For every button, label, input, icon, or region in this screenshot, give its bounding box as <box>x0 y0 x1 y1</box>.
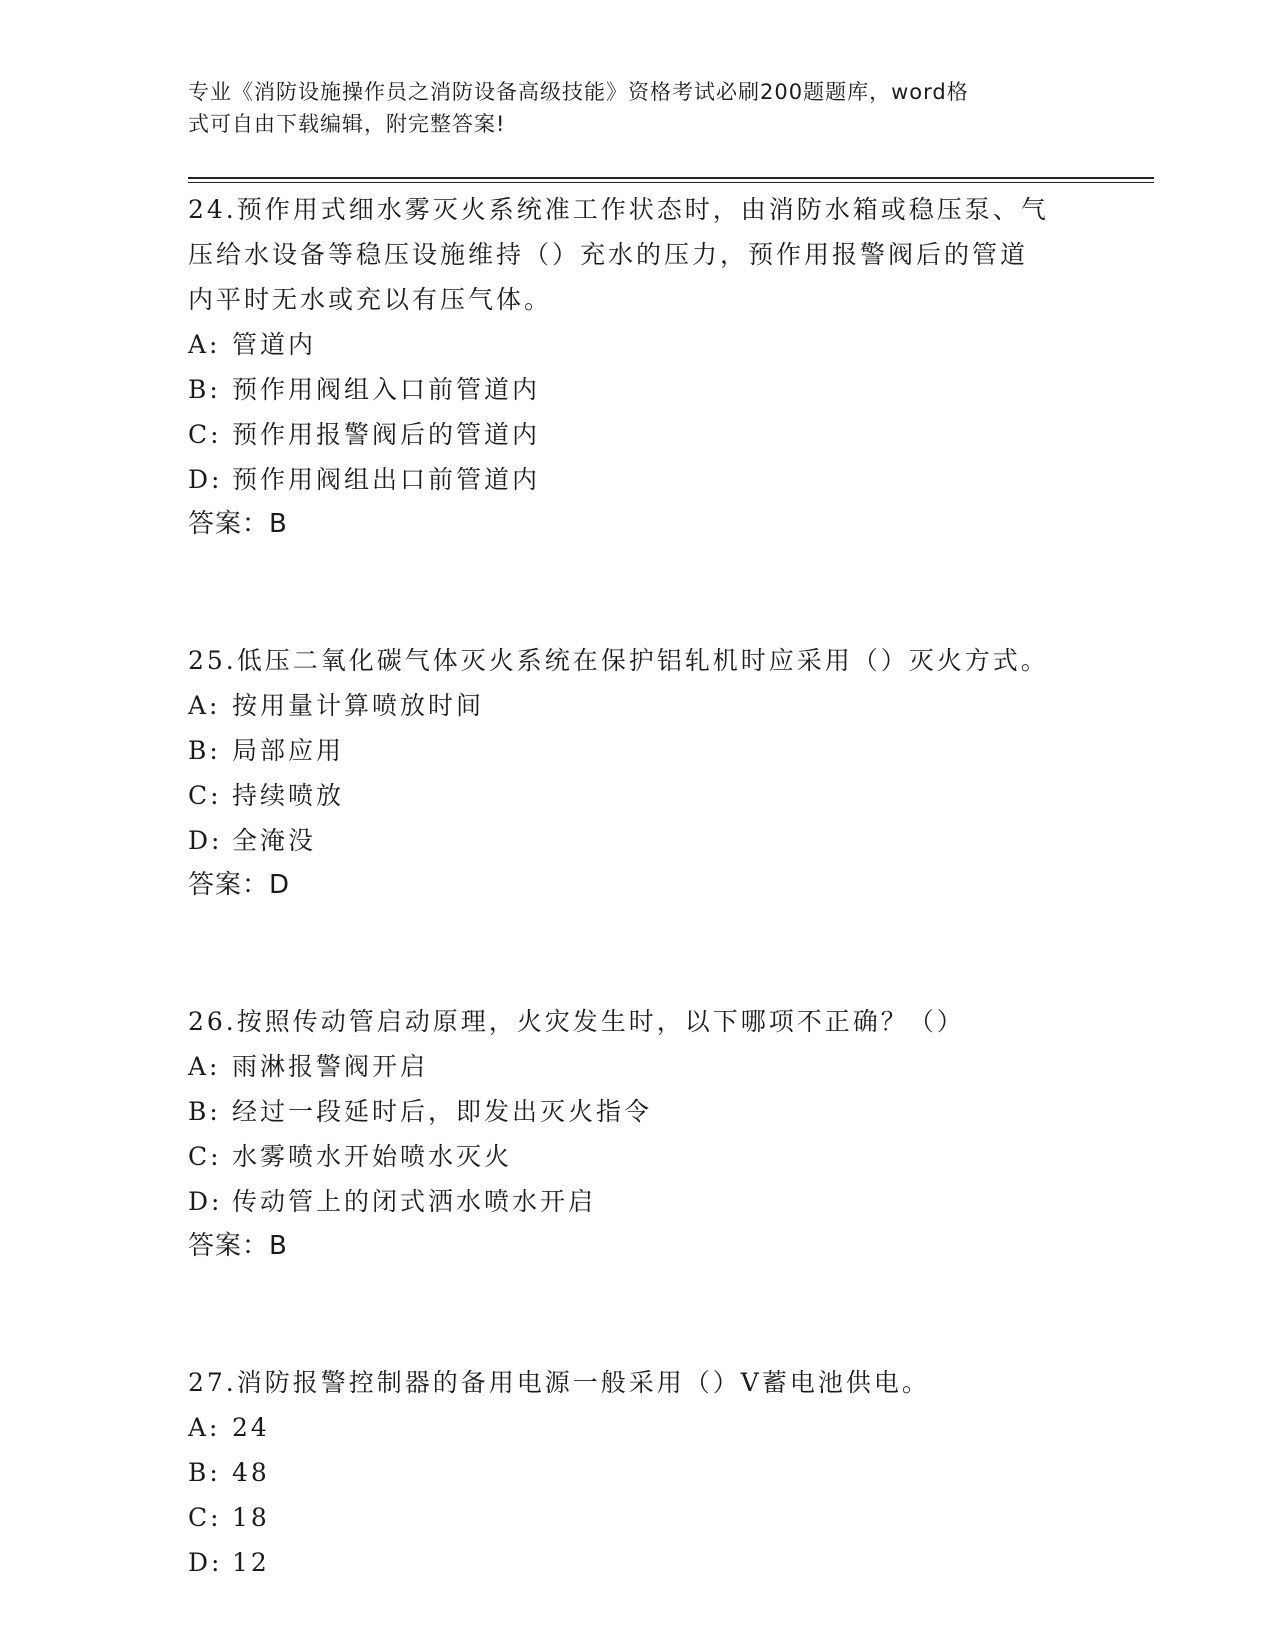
question-25 <box>188 638 1088 908</box>
header-line-2: 式可自由下载编辑，附完整答案! <box>188 112 506 136</box>
option-text: 12 <box>232 1548 270 1577</box>
option-text: 按用量计算喷放时间 <box>232 691 485 720</box>
option-text: 持续喷放 <box>232 781 345 810</box>
option-a <box>188 322 1088 367</box>
option-text: 全淹没 <box>232 826 317 855</box>
option-d <box>188 818 1088 863</box>
option-b <box>188 367 1088 412</box>
option-b <box>188 1089 1088 1134</box>
option-letter: A: <box>188 1052 221 1081</box>
option-letter: D: <box>188 826 223 855</box>
header-rule-thin <box>188 182 1154 183</box>
option-c <box>188 1495 1088 1540</box>
question-stem-line: 25.低压二氧化碳气体灭火系统在保护铝轧机时应采用（）灭火方式。 <box>188 646 1049 675</box>
question-list <box>188 187 1088 1585</box>
question-spacer <box>188 547 1088 638</box>
question-24 <box>188 187 1088 547</box>
option-letter: C: <box>188 781 222 810</box>
header-rule-thick <box>188 177 1154 179</box>
option-letter: B: <box>188 736 221 765</box>
option-letter: D: <box>188 1187 223 1216</box>
question-stem-line: 26.按照传动管启动原理，火灾发生时，以下哪项不正确？（） <box>188 1007 965 1036</box>
option-letter: C: <box>188 1503 222 1532</box>
question-spacer <box>188 1269 1088 1360</box>
option-text: 经过一段延时后，即发出灭火指令 <box>232 1097 653 1126</box>
option-letter: D: <box>188 1548 223 1577</box>
answer-line: 答案：D <box>188 870 291 900</box>
option-d <box>188 1540 1088 1585</box>
option-b <box>188 1450 1088 1495</box>
answer-line: 答案：B <box>188 509 288 539</box>
option-text: 水雾喷水开始喷水灭火 <box>232 1142 513 1171</box>
option-text: 预作用阀组出口前管道内 <box>232 465 541 494</box>
option-text: 48 <box>232 1458 270 1487</box>
option-letter: B: <box>188 1458 221 1487</box>
question-spacer <box>188 908 1088 999</box>
option-a <box>188 1405 1088 1450</box>
option-text: 24 <box>232 1413 270 1442</box>
option-letter: D: <box>188 465 223 494</box>
question-26 <box>188 999 1088 1269</box>
option-a <box>188 1044 1088 1089</box>
option-a <box>188 683 1088 728</box>
question-stem-line: 27.消防报警控制器的备用电源一般采用（）V蓄电池供电。 <box>188 1368 930 1397</box>
option-letter: A: <box>188 691 221 720</box>
option-text: 管道内 <box>232 330 317 359</box>
question-stem-line: 压给水设备等稳压设施维持（）充水的压力，预作用报警阀后的管道 <box>188 240 1029 269</box>
header-line-1: 专业《消防设施操作员之消防设备高级技能》资格考试必刷200题题库，word格 <box>188 80 969 104</box>
option-d <box>188 1179 1088 1224</box>
option-d <box>188 457 1088 502</box>
option-letter: A: <box>188 1413 221 1442</box>
option-c <box>188 773 1088 818</box>
answer-line: 答案：B <box>188 1231 288 1261</box>
option-text: 传动管上的闭式洒水喷水开启 <box>232 1187 597 1216</box>
option-text: 预作用报警阀后的管道内 <box>232 420 541 449</box>
option-letter: C: <box>188 1142 222 1171</box>
option-letter: B: <box>188 375 221 404</box>
option-letter: A: <box>188 330 221 359</box>
option-text: 预作用阀组入口前管道内 <box>232 375 541 404</box>
option-letter: B: <box>188 1097 221 1126</box>
option-c <box>188 412 1088 457</box>
option-text: 雨淋报警阀开启 <box>232 1052 429 1081</box>
option-letter: C: <box>188 420 222 449</box>
option-b <box>188 728 1088 773</box>
option-c <box>188 1134 1088 1179</box>
document-header <box>188 76 1088 140</box>
question-stem-line: 内平时无水或充以有压气体。 <box>188 285 553 314</box>
option-text: 局部应用 <box>232 736 345 765</box>
option-text: 18 <box>232 1503 270 1532</box>
question-27 <box>188 1360 1088 1585</box>
question-stem-line: 24.预作用式细水雾灭火系统准工作状态时，由消防水箱或稳压泵、气 <box>188 195 1049 224</box>
